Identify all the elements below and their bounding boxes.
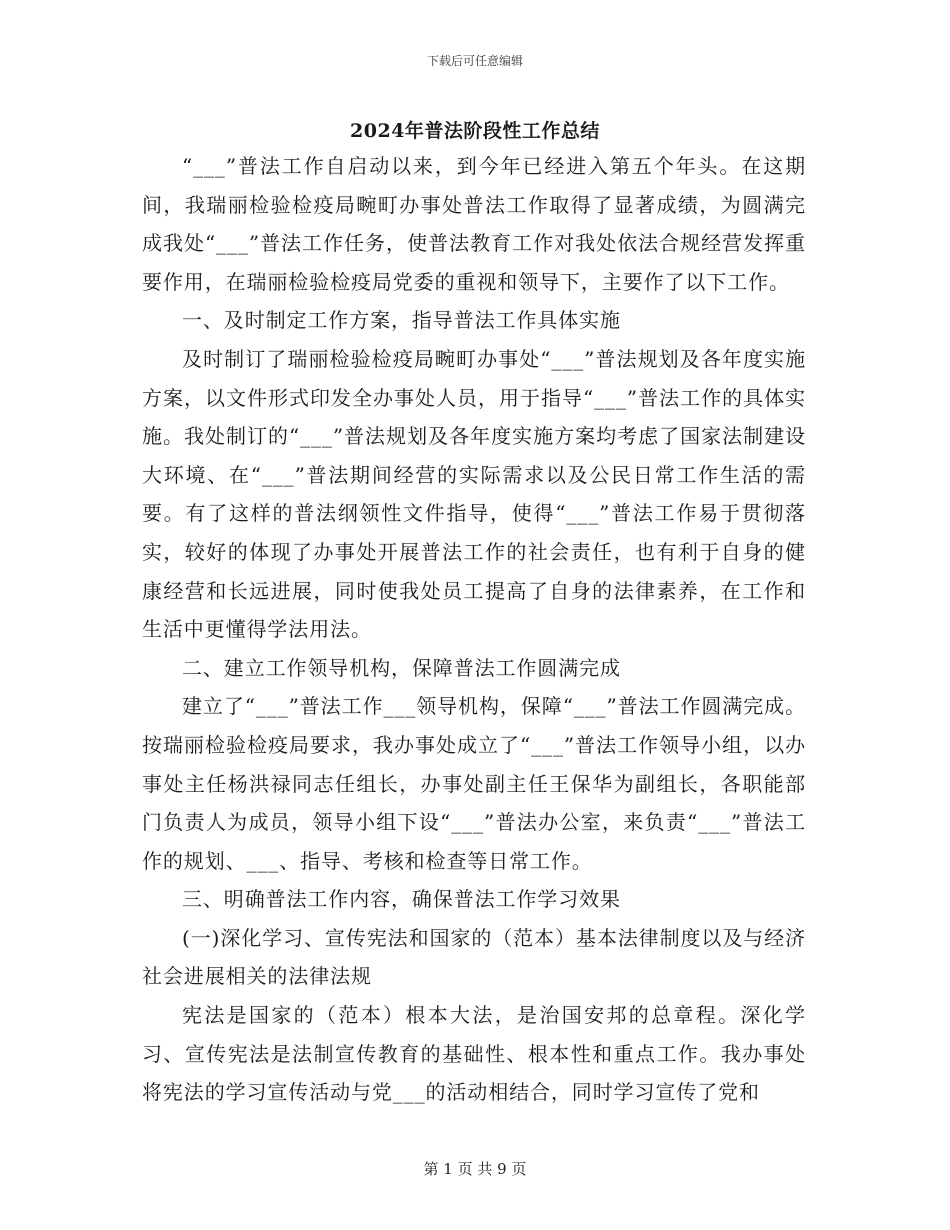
- section-1-paragraph: 及时制订了瑞丽检验检疫局畹町办事处“___”普法规划及各年度实施方案，以文件形式印发全办事处人员，用于指导“___”普法工作的具体实施。我处制订的“___”普法规划及各年度实施方案均考虑了国家法制建设大环境、在“___”普法期间经营的实际需求以及公民日常工作生活的需要。有了这样的普法纲领性文件指导，使得“___”普法工作易于贯彻落实，较好的体现了办事处开展普法工作的社会责任，也有利于自身的健康经营和长远进展，同时使我处员工提高了自身的法律素养，在工作和生活中更懂得学法用法。: [142, 346, 806, 642]
- section-heading-1: 一、及时制定工作方案，指导普法工作具体实施: [182, 308, 621, 333]
- section-heading-2: 二、建立工作领导机构，保障普法工作圆满完成: [182, 655, 621, 680]
- page-header-note: 下载后可任意编辑: [426, 54, 523, 68]
- intro-paragraph: “___”普法工作自启动以来，到今年已经进入第五个年头。在这期间，我瑞丽检验检疫局畹町办事处普法工作取得了显著成绩，为圆满完成我处“___”普法工作任务，使普法教育工作对我处依法合规经营发挥重要作用，在瑞丽检验检疫局党委的重视和领导下，主要作了以下工作。: [142, 154, 806, 294]
- document-title: 2024年普法阶段性工作总结: [350, 120, 600, 142]
- document-body: [142, 147, 806, 1112]
- subsection-3-1-paragraph: 宪法是国家的（范本）根本大法，是治国安邦的总章程。深化学习、宣传宪法是法制宣传教育的基础性、根本性和重点工作。我办事处将宪法的学习宣传活动与党___的活动相结合，同时学习宣传了党和: [142, 1003, 806, 1105]
- section-heading-3: 三、明确普法工作内容，确保普法工作学习效果: [182, 887, 621, 912]
- section-2-paragraph: 建立了“___”普法工作___领导机构，保障“___”普法工作圆满完成。按瑞丽检验检疫局要求，我办事处成立了“___”普法工作领导小组，以办事处主任杨洪禄同志任组长，办事处副主任王保华为副组长，各职能部门负责人为成员，领导小组下设“___”普法办公室，来负责“___”普法工作的规划、___、指导、考核和检查等日常工作。: [142, 694, 806, 873]
- subsection-heading-3-1: (一)深化学习、宣传宪法和国家的（范本）基本法律制度以及与经济社会进展相关的法律法规: [142, 925, 806, 989]
- page-number: 第 1 页 共 9 页: [423, 1160, 527, 1178]
